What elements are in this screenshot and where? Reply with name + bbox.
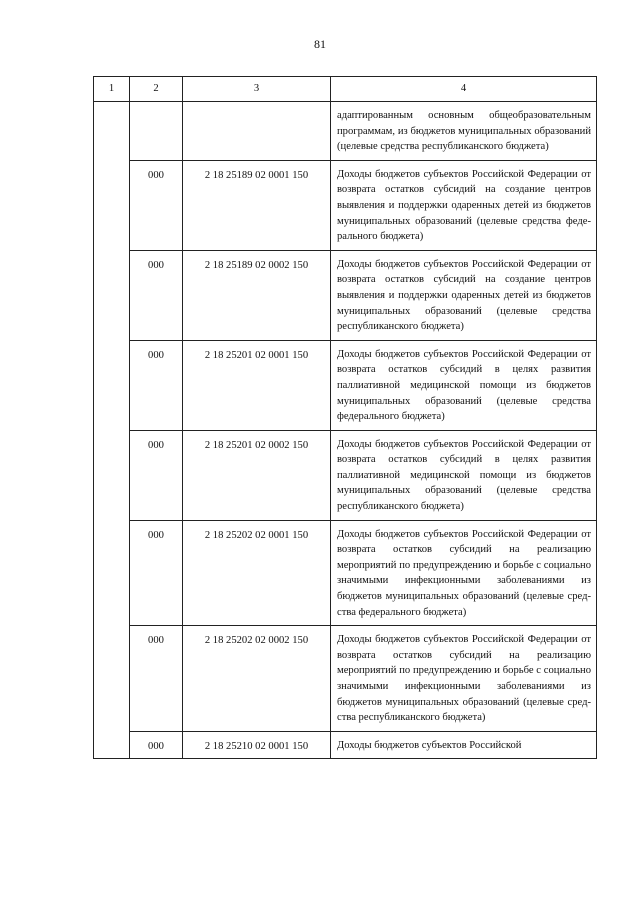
kbk-code-cell: 2 18 25189 02 0002 150 xyxy=(183,250,331,340)
table-row-truncated xyxy=(94,731,597,759)
table-row xyxy=(94,340,597,430)
header-row xyxy=(94,77,597,102)
admin-code-cell: 000 xyxy=(130,430,183,520)
description-cell: Доходы бюджетов субъектов Российской Федерации от возврата остатков субсидий на создание центров выявления и поддержки одаренных детей из бюджетов муниципальных образований (целевые средства республиканского бюджета) xyxy=(331,250,597,340)
admin-code-cell: 000 xyxy=(130,731,183,759)
kbk-code-cell: 2 18 25202 02 0001 150 xyxy=(183,520,331,626)
budget-classification-table xyxy=(93,76,597,759)
kbk-code-cell: 2 18 25189 02 0001 150 xyxy=(183,160,331,250)
admin-code-cell xyxy=(130,102,183,161)
description-cell: Доходы бюджетов субъектов Российской Федерации от возврата остатков субсидий в целях развития паллиативной медицинской помощи из бюджетов муниципальных образований (целевые средства федерального бюджета) xyxy=(331,340,597,430)
admin-code-cell: 000 xyxy=(130,160,183,250)
col-1-merged-cell xyxy=(94,102,130,759)
page-number: 81 xyxy=(314,37,326,51)
admin-code-cell: 000 xyxy=(130,340,183,430)
table-row-continuation xyxy=(94,102,597,161)
table-row xyxy=(94,160,597,250)
description-cell: Доходы бюджетов субъектов Российской Федерации от возврата остатков субсидий в целях развития паллиативной медицинской помощи из бюджетов муниципальных образований (целевые средства республиканского бюджета) xyxy=(331,430,597,520)
header-col-2: 2 xyxy=(130,77,183,102)
admin-code-cell: 000 xyxy=(130,520,183,626)
admin-code-cell: 000 xyxy=(130,626,183,732)
table-row xyxy=(94,250,597,340)
description-cell: Доходы бюджетов субъектов Российской Федерации от возврата остатков субсидий на создание центров выявления и поддержки одаренных детей из бюджетов муниципальных образований (целевые средства федерального бюджета) xyxy=(331,160,597,250)
description-cell: адаптированным основным общеобразовательным программам, из бюджетов муниципальных образований (целевые средства республиканского бюджета) xyxy=(331,102,597,161)
header-col-4: 4 xyxy=(331,77,597,102)
description-cell: Доходы бюджетов субъектов Российской Федерации от возврата остатков субсидий на реализацию мероприятий по предупреждению и борьбе с социально значимыми инфекционными заболеваниями из бюджетов муниципальных образований (целевые средства федерального бюджета) xyxy=(331,520,597,626)
kbk-code-cell: 2 18 25202 02 0002 150 xyxy=(183,626,331,732)
description-cell: Доходы бюджетов субъектов Российской Федерации от возврата остатков субсидий на реализацию мероприятий по предупреждению и борьбе с социально значимыми инфекционными заболеваниями из бюджетов муниципальных образований (целевые средства республиканского бюджета) xyxy=(331,626,597,732)
description-cell: Доходы бюджетов субъектов Российской xyxy=(331,731,597,759)
header-col-3: 3 xyxy=(183,77,331,102)
table-row xyxy=(94,520,597,626)
kbk-code-cell: 2 18 25201 02 0001 150 xyxy=(183,340,331,430)
kbk-code-cell: 2 18 25201 02 0002 150 xyxy=(183,430,331,520)
table-row xyxy=(94,626,597,732)
table-row xyxy=(94,430,597,520)
kbk-code-cell: 2 18 25210 02 0001 150 xyxy=(183,731,331,759)
header-col-1: 1 xyxy=(94,77,130,102)
admin-code-cell: 000 xyxy=(130,250,183,340)
kbk-code-cell xyxy=(183,102,331,161)
